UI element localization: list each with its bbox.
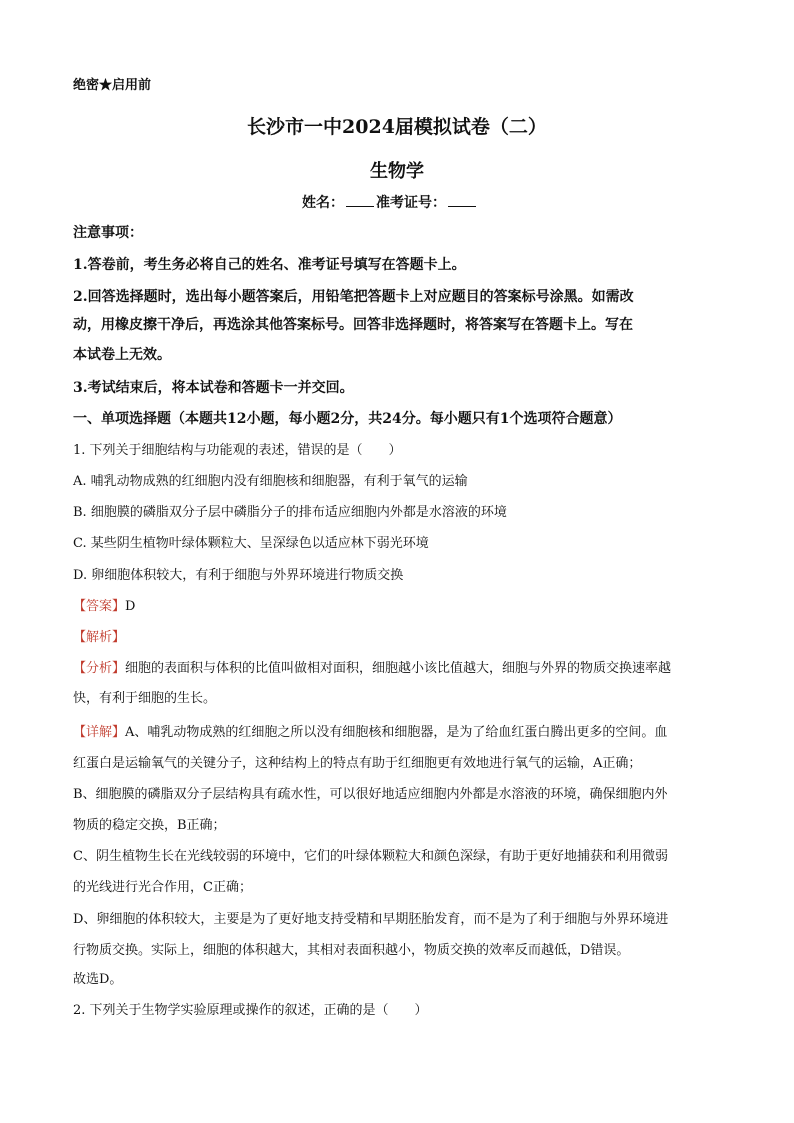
xiangjie-line-1 (73, 721, 723, 745)
question-1-stem: 1. 下列关于细胞结构与功能观的表述，错误的是（ ） (73, 443, 402, 458)
answer-tag: 【答案】 (73, 599, 126, 614)
analysis-tag: 【解析】 (73, 630, 126, 645)
notes-item-1: 1.答卷前，考生务必将自己的姓名、准考证号填写在答题卡上。 (73, 257, 466, 273)
candidate-info (302, 192, 478, 212)
xiangjie-line-d2: 行物质交换。实际上，细胞的体积越大，其相对表面积越小，物质交换的效率反而越低，D错误。 (73, 943, 630, 958)
xiangjie-text-a1: A、哺乳动物成熟的红细胞之所以没有细胞核和细胞器，是为了给血红蛋白腾出更多的空间。血 (125, 725, 668, 740)
xiangjie-line-b2: 物质的稳定交换，B正确； (73, 818, 226, 833)
analysis-line (73, 626, 723, 650)
exam-id-blank (448, 192, 476, 207)
xiangjie-line-c1: C、阴生植物生长在光线较弱的环境中，它们的叶绿体颗粒大和颜色深绿，有助于更好地捕获和利用微弱 (73, 849, 668, 864)
section-heading: 一、单项选择题（本题共12小题，每小题2分，共24分。每小题只有1个选项符合题意） (73, 411, 622, 427)
notes-item-2-line-1: 2.回答选择题时，选出每小题答案后，用铅笔把答题卡上对应题目的答案标号涂黑。如需改 (73, 289, 634, 305)
confidential-mark: 绝密★启用前 (73, 78, 152, 93)
notes-item-2-line-2: 动，用橡皮擦干净后，再选涂其他答案标号。回答非选择题时，将答案写在答题卡上。写在 (73, 317, 633, 333)
answer-value: D (125, 599, 136, 614)
question-1-option-d: D. 卵细胞体积较大，有利于细胞与外界环境进行物质交换 (73, 568, 404, 583)
answer-line (73, 595, 723, 619)
xiangjie-line-c2: 的光线进行光合作用，C正确； (73, 880, 252, 895)
exam-subject: 生物学 (370, 161, 424, 182)
question-1-option-c: C. 某些阴生植物叶绿体颗粒大、呈深绿色以适应林下弱光环境 (73, 536, 429, 551)
xiangjie-line-a2: 红蛋白是运输氧气的关键分子，这种结构上的特点有助于红细胞更有效地进行氧气的运输，A正确； (73, 756, 642, 771)
name-label: 姓名： (302, 195, 344, 211)
exam-id-label: 准考证号： (376, 195, 446, 211)
question-2-stem: 2. 下列关于生物学实验原理或操作的叙述，正确的是（ ） (73, 1003, 428, 1018)
notes-item-2-line-3: 本试卷上无效。 (73, 347, 171, 363)
fenxi-line-2: 快，有利于细胞的生长。 (73, 691, 217, 706)
notes-item-3: 3.考试结束后，将本试卷和答题卡一并交回。 (73, 380, 354, 396)
name-blank (346, 192, 374, 207)
xiangjie-line-b1: B、细胞膜的磷脂双分子层结构具有疏水性，可以很好地适应细胞内外都是水溶液的环境，确保细胞内外 (73, 787, 668, 802)
fenxi-text-1: 细胞的表面积与体积的比值叫做相对面积，细胞越小该比值越大，细胞与外界的物质交换速率越 (125, 661, 672, 676)
fenxi-tag: 【分析】 (73, 661, 126, 676)
question-1-option-a: A. 哺乳动物成熟的红细胞内没有细胞核和细胞器，有利于氧气的运输 (73, 474, 468, 489)
fenxi-line-1 (73, 657, 723, 681)
xiangjie-line-d1: D、卵细胞的体积较大，主要是为了更好地支持受精和早期胚胎发育，而不是为了利于细胞与外界环境进 (73, 912, 669, 927)
exam-title: 长沙市一中2024届模拟试卷（二） (247, 116, 547, 138)
question-1-option-b: B. 细胞膜的磷脂双分子层中磷脂分子的排布适应细胞内外都是水溶液的环境 (73, 505, 507, 520)
notes-heading: 注意事项： (73, 225, 143, 241)
conclusion: 故选D。 (73, 972, 123, 987)
xiangjie-tag: 【详解】 (73, 725, 126, 740)
